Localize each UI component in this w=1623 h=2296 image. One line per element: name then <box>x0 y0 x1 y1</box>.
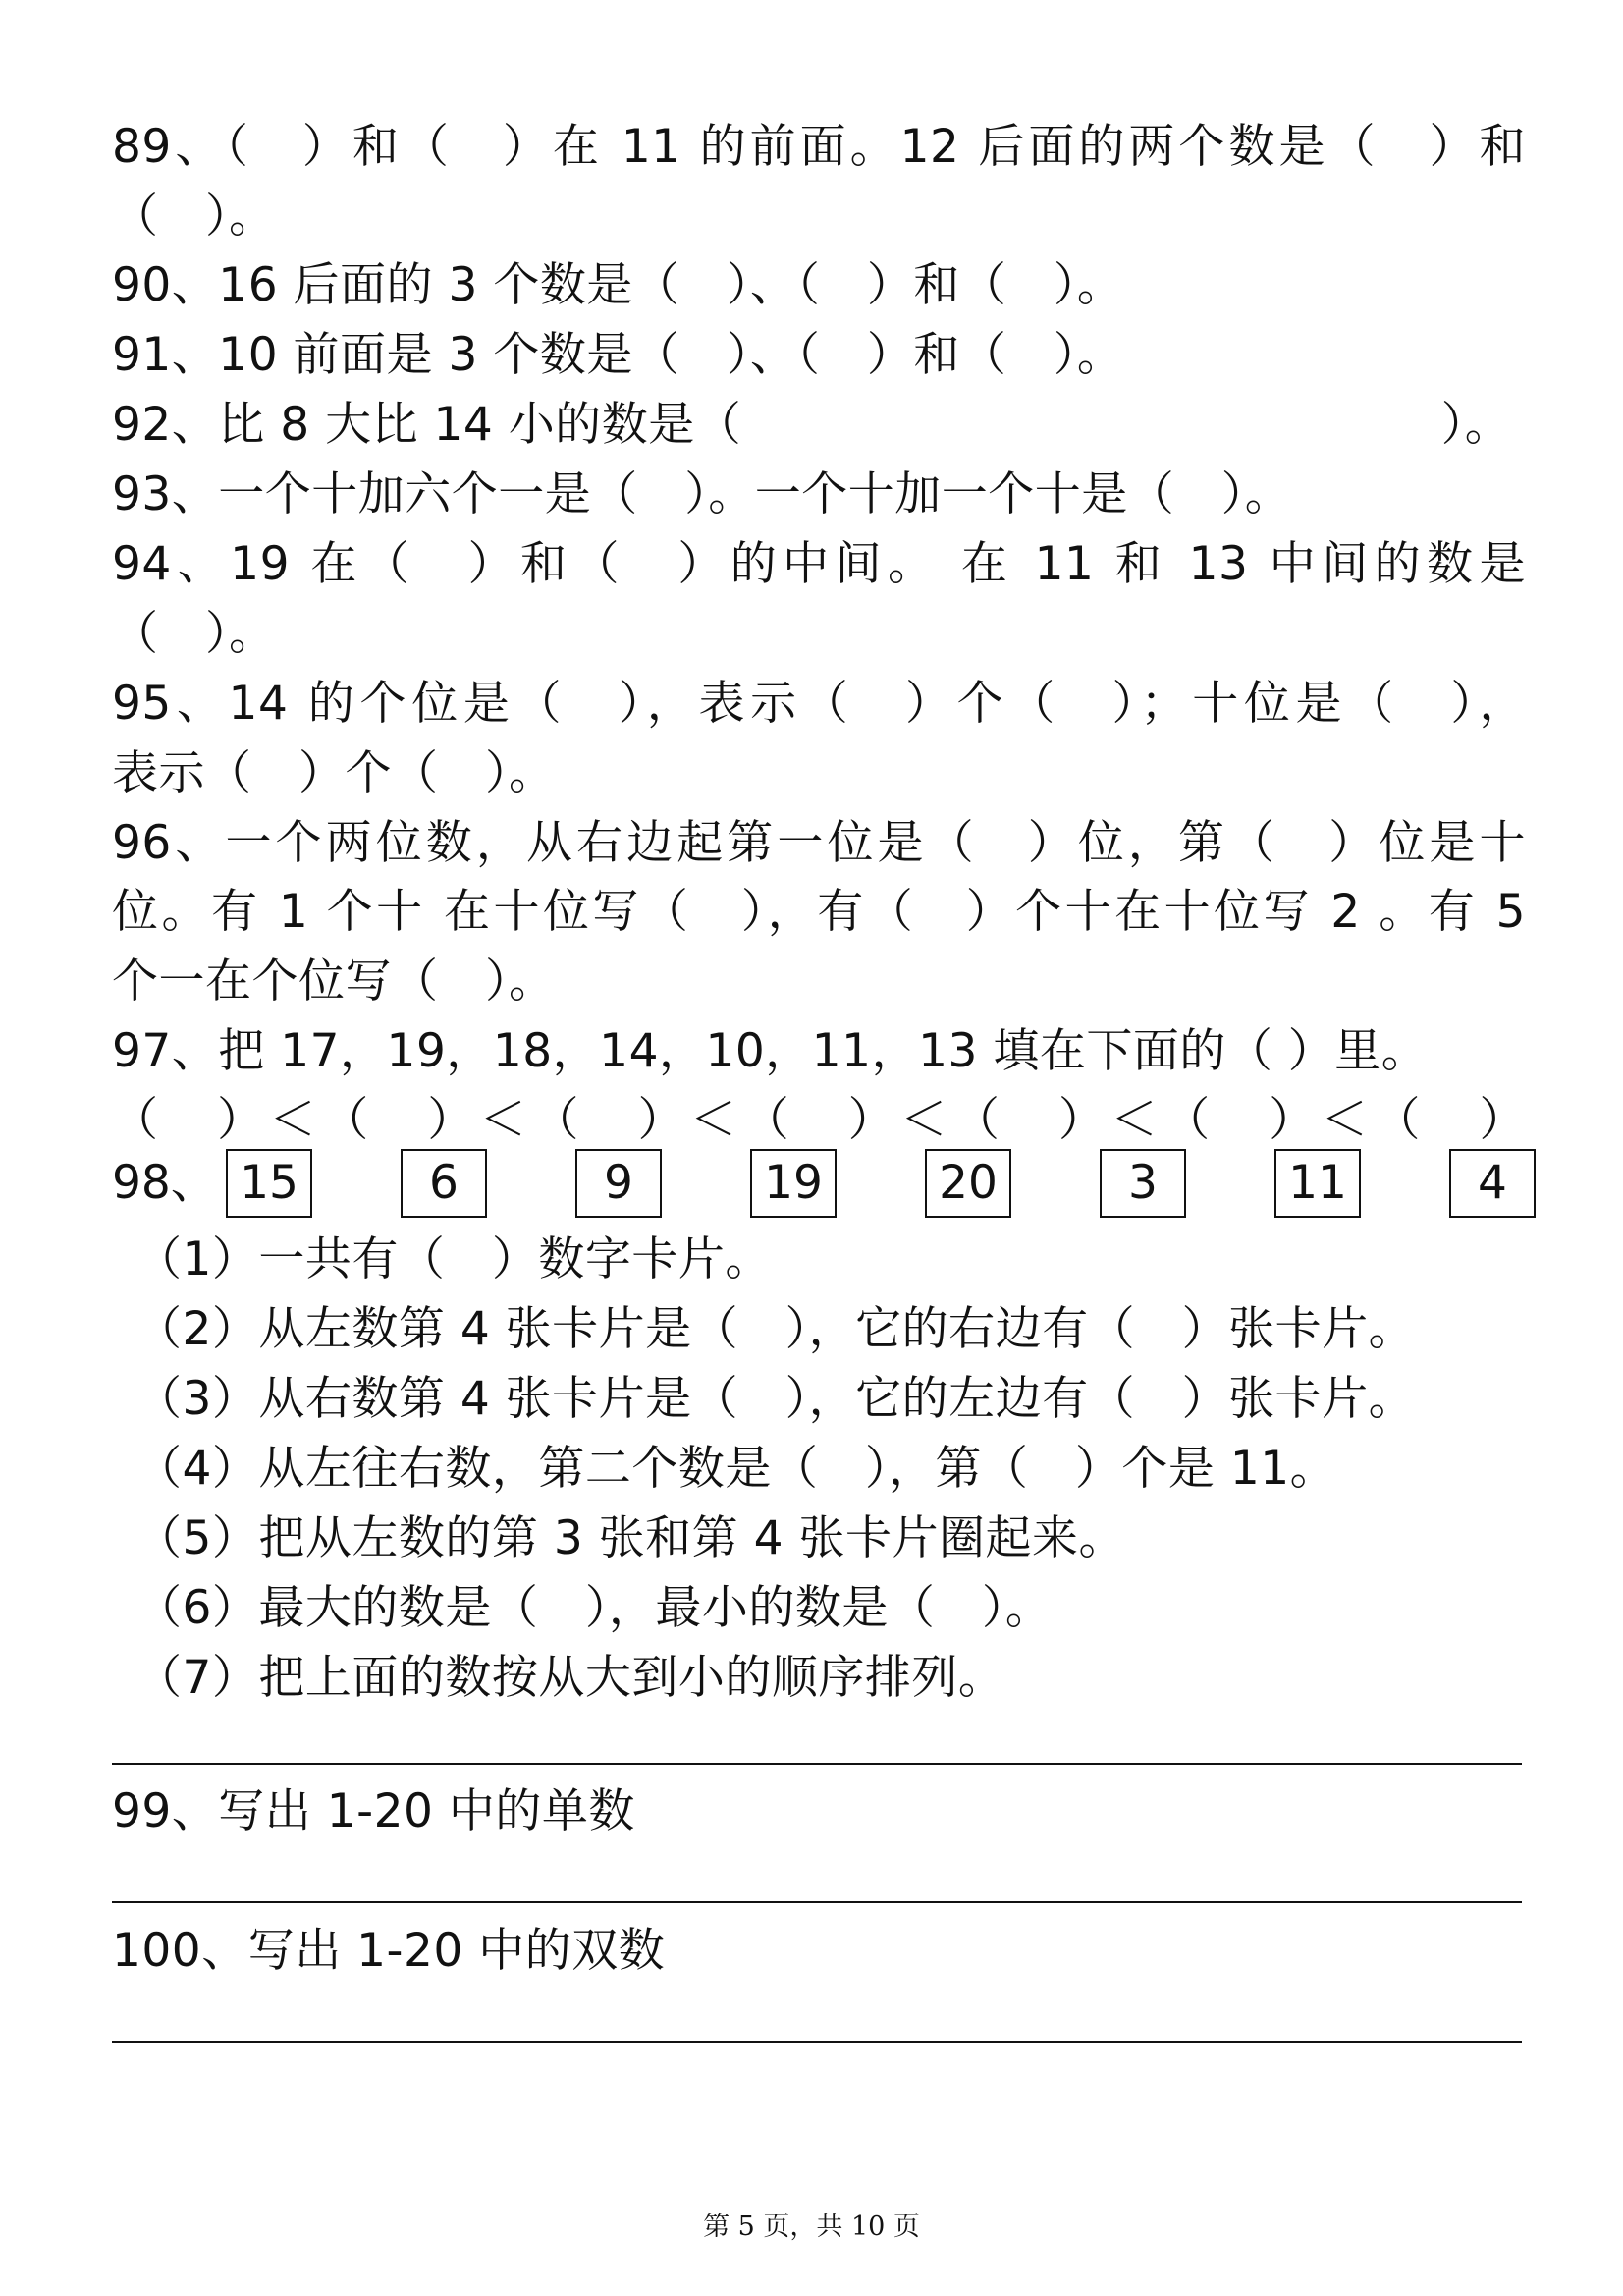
question-93: 93、一个十加六个一是（ ）。一个十加一个十是（ ）。 <box>112 467 1292 521</box>
question-98-sub-1: （1）一共有（ ）数字卡片。 <box>135 1232 772 1286</box>
question-89-line-1: 89、（ ）和（ ）在 11 的前面。12 后面的两个数是（ ）和 <box>112 120 1526 174</box>
question-91: 91、10 前面是 3 个数是（ ）、（ ）和（ ）。 <box>112 328 1124 382</box>
question-97-line-1: 97、把 17，19，18，14，10，11，13 填在下面的（ ）里。 <box>112 1024 1429 1078</box>
question-100: 100、写出 1-20 中的双数 <box>112 1924 666 1978</box>
number-card: 6 <box>401 1149 487 1218</box>
answer-line-99 <box>112 1901 1522 1903</box>
number-card: 4 <box>1449 1149 1536 1218</box>
question-97-answer-row: （ ）＜（ ）＜（ ）＜（ ）＜（ ）＜（ ）＜（ ） <box>112 1093 1526 1147</box>
number-card: 11 <box>1274 1149 1361 1218</box>
question-98-sub-7: （7）把上面的数按从大到小的顺序排列。 <box>135 1651 1005 1705</box>
question-96-line-2: 位。有 1 个十 在十位写（ ），有（ ）个十在十位写 2 。有 5 <box>112 885 1526 939</box>
question-89-line-2: （ ）。 <box>112 190 276 244</box>
question-94-line-2: （ ）。 <box>112 607 276 661</box>
question-99: 99、写出 1-20 中的单数 <box>112 1784 635 1838</box>
question-98-sub-3: （3）从右数第 4 张卡片是（ ），它的左边有（ ）张卡片。 <box>135 1372 1416 1426</box>
number-card: 20 <box>925 1149 1011 1218</box>
number-card: 19 <box>750 1149 837 1218</box>
question-96-line-3: 个一在个位写（ ）。 <box>112 955 556 1009</box>
question-94-line-1: 94、19 在（ ）和（ ）的中间。 在 11 和 13 中间的数是 <box>112 537 1526 591</box>
question-98-sub-5: （5）把从左数的第 3 张和第 4 张卡片圈起来。 <box>135 1511 1125 1565</box>
answer-line-98 <box>112 1763 1522 1765</box>
question-98-sub-4: （4）从左往右数，第二个数是（ ），第（ ）个是 11。 <box>135 1442 1337 1496</box>
number-card: 15 <box>226 1149 312 1218</box>
number-card: 9 <box>575 1149 662 1218</box>
question-96-line-1: 96、一个两位数，从右边起第一位是（ ）位，第（ ）位是十 <box>112 816 1526 870</box>
question-98-sub-6: （6）最大的数是（ ），最小的数是（ ）。 <box>135 1581 1053 1635</box>
question-95-line-1: 95、14 的个位是（ ），表示（ ）个（ ）；十位是（ ）， <box>112 677 1526 731</box>
question-90: 90、16 后面的 3 个数是（ ）、（ ）和（ ）。 <box>112 258 1124 312</box>
question-98-sub-2: （2）从左数第 4 张卡片是（ ），它的右边有（ ）张卡片。 <box>135 1302 1416 1356</box>
question-92: 92、比 8 大比 14 小的数是（ ）。 <box>112 398 1512 452</box>
number-card: 3 <box>1100 1149 1186 1218</box>
page-number-footer: 第 5 页，共 10 页 <box>703 2212 920 2242</box>
question-98-cards-row <box>112 1145 1545 1224</box>
question-95-line-2: 表示（ ）个（ ）。 <box>112 746 556 800</box>
question-98-label: 98、 <box>112 1156 217 1210</box>
answer-line-100 <box>112 2041 1522 2043</box>
